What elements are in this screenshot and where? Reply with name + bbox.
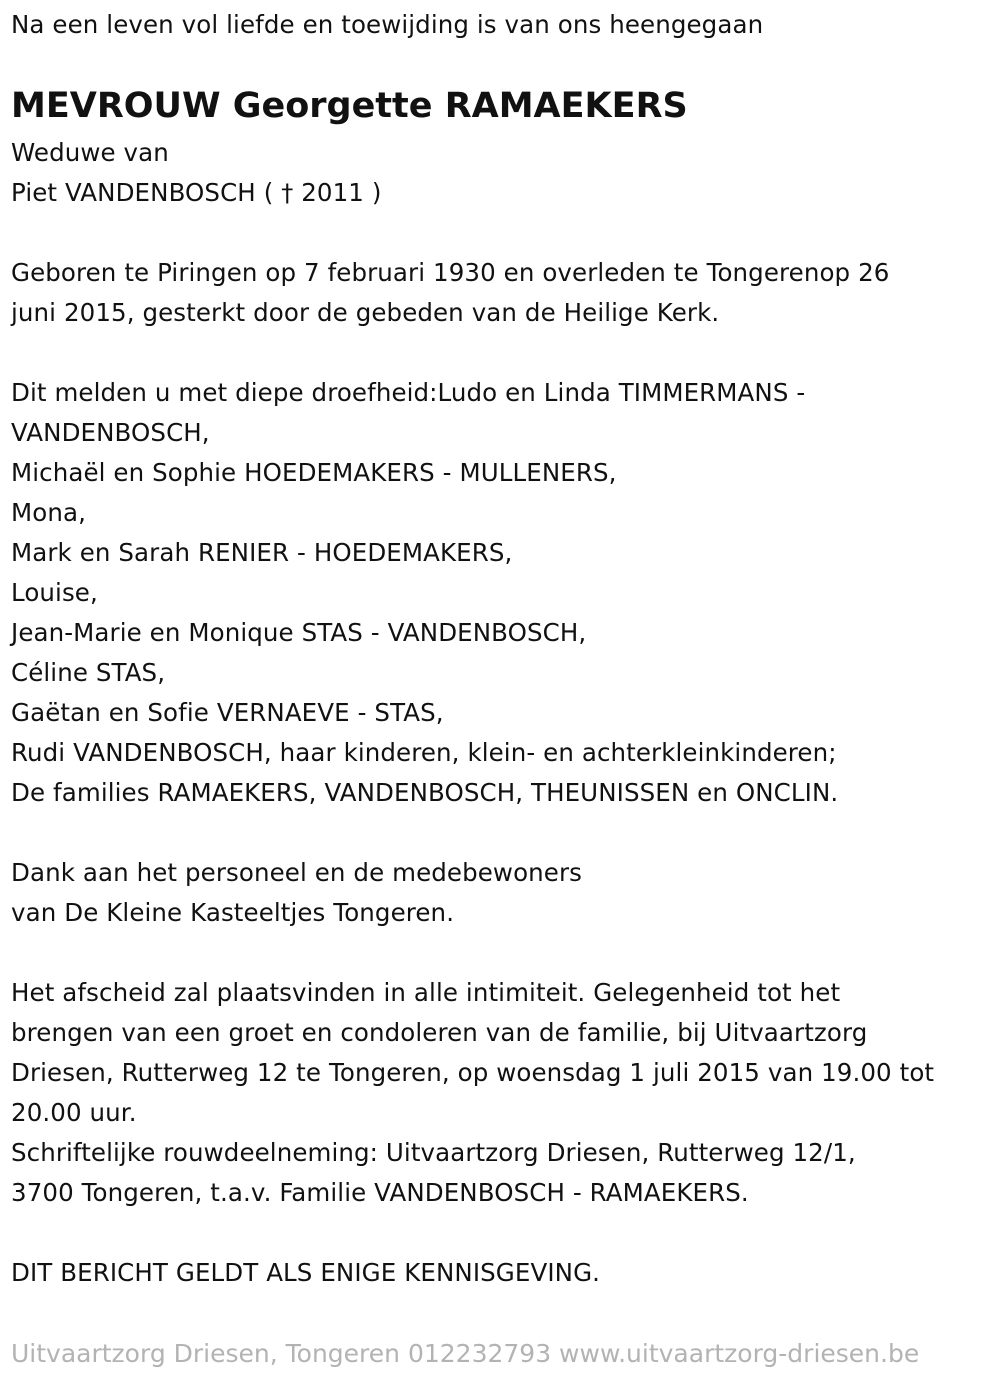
paragraph-line: brengen van een groet en condoleren van de familie, bij Uitvaartzorg <box>11 1018 868 1047</box>
paragraph-line: Het afscheid zal plaatsvinden in alle intimiteit. Gelegenheid tot het <box>11 978 841 1007</box>
paragraph-line: Dank aan het personeel en de medebewoners <box>11 858 582 887</box>
paragraph-line: Geboren te Piringen op 7 februari 1930 en overleden te Tongerenop 26 <box>11 258 890 287</box>
closing-line: DIT BERICHT GELDT ALS ENIGE KENNISGEVING. <box>11 1258 601 1287</box>
family-line: VANDENBOSCH, <box>11 418 210 447</box>
family-line: Dit melden u met diepe droefheid:Ludo en Linda TIMMERMANS - <box>11 378 806 407</box>
paragraph-line: juni 2015, gesterkt door de gebeden van de Heilige Kerk. <box>11 298 720 327</box>
paragraph-line: 3700 Tongeren, t.a.v. Familie VANDENBOSCH - RAMAEKERS. <box>11 1178 749 1207</box>
cross-icon: † <box>281 179 294 207</box>
paragraph-line: van De Kleine Kasteeltjes Tongeren. <box>11 898 455 927</box>
paragraph-line: Driesen, Rutterweg 12 te Tongeren, op woensdag 1 juli 2015 van 19.00 tot <box>11 1058 935 1087</box>
paragraph-line: Schriftelijke rouwdeelneming: Uitvaartzorg Driesen, Rutterweg 12/1, <box>11 1138 856 1167</box>
family-line: Louise, <box>11 578 98 607</box>
thanks-paragraph <box>11 853 582 933</box>
spouse-block <box>11 133 382 213</box>
family-line: Mona, <box>11 498 86 527</box>
family-line: Mark en Sarah RENIER - HOEDEMAKERS, <box>11 538 513 567</box>
husband-name: Piet VANDENBOSCH ( <box>11 178 274 207</box>
husband-death-year: 2011 ) <box>293 178 382 207</box>
family-line: Rudi VANDENBOSCH, haar kinderen, klein- en achterkleinkinderen; <box>11 738 837 767</box>
intro-text: Na een leven vol liefde en toewijding is van ons heengegaan <box>11 10 764 39</box>
family-line: Michaël en Sophie HOEDEMAKERS - MULLENERS, <box>11 458 617 487</box>
funeral-home-footer: Uitvaartzorg Driesen, Tongeren 012232793 www.uitvaartzorg-driesen.be <box>11 1339 920 1368</box>
closing-notice <box>11 1253 600 1293</box>
paragraph-line: 20.00 uur. <box>11 1098 137 1127</box>
deceased-name: MEVROUW Georgette RAMAEKERS <box>11 86 688 126</box>
widow-of-label: Weduwe van <box>11 138 169 167</box>
family-line: Céline STAS, <box>11 658 166 687</box>
birth-death-paragraph <box>11 253 889 333</box>
husband-line <box>11 173 382 213</box>
family-line: Gaëtan en Sofie VERNAEVE - STAS, <box>11 698 444 727</box>
family-list <box>11 373 838 813</box>
family-line: De families RAMAEKERS, VANDENBOSCH, THEUNISSEN en ONCLIN. <box>11 778 839 807</box>
family-line: Jean-Marie en Monique STAS - VANDENBOSCH, <box>11 618 587 647</box>
farewell-paragraph <box>11 973 934 1213</box>
